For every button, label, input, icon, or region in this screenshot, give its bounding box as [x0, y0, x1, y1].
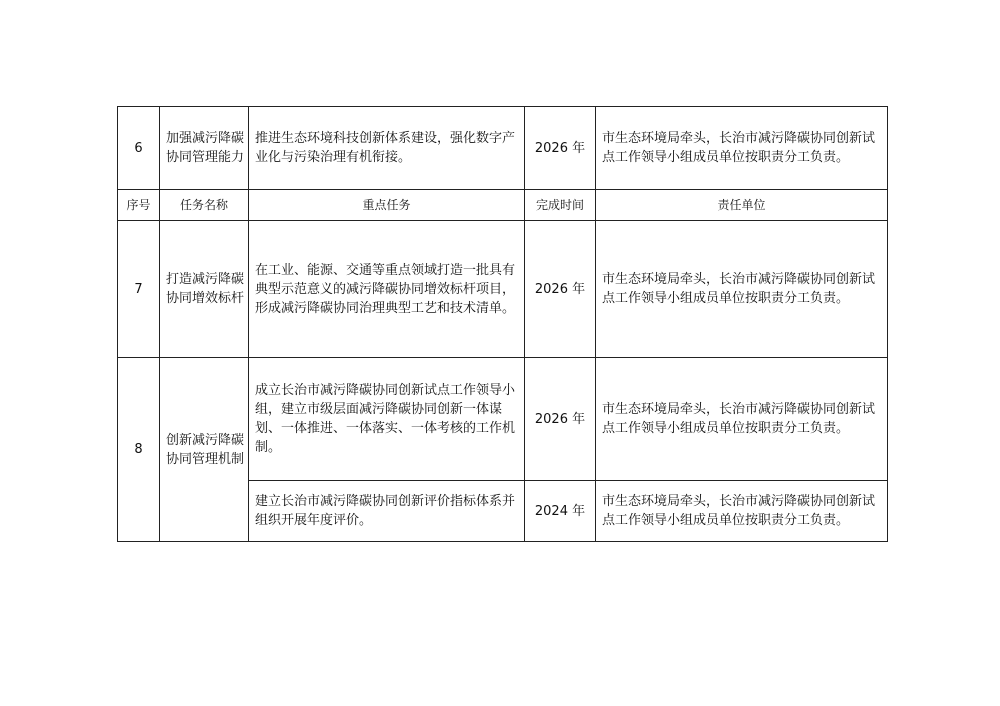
table-row-8 [118, 358, 888, 481]
key-task: 在工业、能源、交通等重点领域打造一批具有典型示范意义的减污降碳协同增效标杆项目，形成减污降碳协同治理典型工艺和技术清单。 [249, 221, 525, 358]
header-no: 序号 [118, 190, 160, 221]
table-row-6 [118, 107, 888, 190]
responsible-unit: 市生态环境局牵头，长治市减污降碳协同创新试点工作领导小组成员单位按职责分工负责。 [596, 107, 888, 190]
key-task: 成立长治市减污降碳协同创新试点工作领导小组，建立市级层面减污降碳协同创新一体谋划、一体推进、一体落实、一体考核的工作机制。 [249, 358, 525, 481]
header-name: 任务名称 [160, 190, 249, 221]
completion-time: 2026 年 [525, 221, 596, 358]
completion-time: 2024 年 [525, 481, 596, 542]
key-task: 建立长治市减污降碳协同创新评价指标体系并组织开展年度评价。 [249, 481, 525, 542]
responsible-unit: 市生态环境局牵头，长治市减污降碳协同创新试点工作领导小组成员单位按职责分工负责。 [596, 481, 888, 542]
row-number: 8 [118, 358, 160, 542]
table-header-row [118, 190, 888, 221]
responsible-unit: 市生态环境局牵头，长治市减污降碳协同创新试点工作领导小组成员单位按职责分工负责。 [596, 221, 888, 358]
completion-time: 2026 年 [525, 107, 596, 190]
table-row-7 [118, 221, 888, 358]
row-number: 7 [118, 221, 160, 358]
task-name: 创新减污降碳协同管理机制 [160, 358, 249, 542]
task-table [117, 106, 888, 542]
header-task: 重点任务 [249, 190, 525, 221]
task-name: 打造减污降碳协同增效标杆 [160, 221, 249, 358]
completion-time: 2026 年 [525, 358, 596, 481]
row-number: 6 [118, 107, 160, 190]
header-time: 完成时间 [525, 190, 596, 221]
key-task: 推进生态环境科技创新体系建设，强化数字产业化与污染治理有机衔接。 [249, 107, 525, 190]
task-name: 加强减污降碳协同管理能力 [160, 107, 249, 190]
header-unit: 责任单位 [596, 190, 888, 221]
responsible-unit: 市生态环境局牵头，长治市减污降碳协同创新试点工作领导小组成员单位按职责分工负责。 [596, 358, 888, 481]
